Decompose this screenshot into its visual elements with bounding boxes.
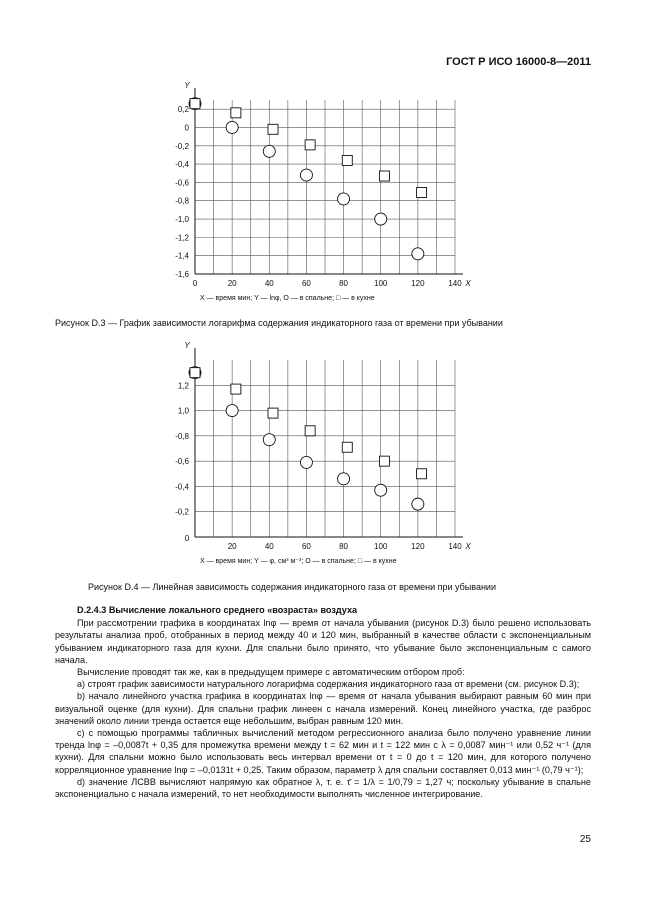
fig-d3-point-square xyxy=(268,124,278,134)
fig-d4-y-label: Y xyxy=(184,341,190,350)
fig-d4-point-circle xyxy=(300,456,312,468)
fig-d3-point-circle xyxy=(338,193,350,205)
figure-d4-caption: Рисунок D.4 — Линейная зависимость содержания индикаторного газа от времени при убывании xyxy=(88,582,496,592)
fig-d3-y-tick-label: -1,2 xyxy=(175,233,189,243)
paragraph-1: При рассмотрении графика в координатах lnφ — время от начала убывания (рисунок D.3) было решено использовать результаты анализа проб, отобранных в период между 40 и 120 мин, выбранный в качестве области с экспоненциальным убыванием индикаторного газа для кухни. Для спальни было принято, что убывание было экспоненциальным с самого начала. xyxy=(55,618,591,665)
fig-d3-x-tick-label: 20 xyxy=(227,279,237,288)
fig-d4-point-circle xyxy=(375,484,387,496)
fig-d4-x-tick-label: 40 xyxy=(264,542,274,551)
fig-d4-point-circle xyxy=(189,367,201,379)
fig-d3-x-tick-label: 40 xyxy=(264,279,274,288)
fig-d4-point-circle xyxy=(412,498,424,510)
fig-d4-point-circle xyxy=(226,405,238,417)
fig-d3-point-circle xyxy=(189,98,201,110)
fig-d4-point-square xyxy=(231,384,241,394)
fig-d3-point-circle xyxy=(226,121,238,133)
paragraph-3: a) строят график зависимости натурального логарифма содержания индикаторного газа от времени (см. рисунок D.3); xyxy=(77,679,580,690)
fig-d3-x-tick-label: 120 xyxy=(411,279,425,288)
fig-d4-y-tick-label: -0,4 xyxy=(175,482,189,492)
fig-d3-x-label: X xyxy=(465,279,471,288)
fig-d3-point-circle xyxy=(300,169,312,181)
fig-d3-point-square xyxy=(379,171,389,181)
fig-d3-y-tick-label: -1,0 xyxy=(175,215,189,225)
figure-d4-legend: X — время мин; Y — φ, см³ м⁻³; O — в спальне; □ — в кухне xyxy=(200,558,397,565)
fig-d4-x-tick-label: 120 xyxy=(411,542,425,551)
fig-d3-y-tick-label: 0,2 xyxy=(177,105,189,115)
figure-d3-caption: Рисунок D.3 — График зависимости логарифма содержания индикаторного газа от времени при убывании xyxy=(55,318,503,328)
fig-d3-y-tick-label: -0,6 xyxy=(175,178,189,188)
fig-d4-point-square xyxy=(190,368,200,378)
fig-d4-point-square xyxy=(268,408,278,418)
fig-d3-point-square xyxy=(305,140,315,150)
fig-d4-x-label: X xyxy=(465,542,471,551)
fig-d3-point-square xyxy=(417,187,427,197)
fig-d3-y-tick-label: 0 xyxy=(184,123,189,133)
paragraph-6: d) значение ЛСВВ вычисляют напрямую как обратное λ, т. е. τ̄ = 1/λ = 1/0,79 = 1,27 ч; поскольку убывание в спальне экспоненциально с начала измерений, то нет необходимости выполнять численное интегрирование. xyxy=(55,776,591,800)
fig-d4-point-square xyxy=(342,442,352,452)
section-text xyxy=(55,604,591,800)
fig-d3-point-square xyxy=(342,155,352,165)
fig-d4-x-tick-label: 100 xyxy=(374,542,388,551)
fig-d4-point-square xyxy=(379,456,389,466)
fig-d4-y-tick-label: -0,6 xyxy=(175,457,189,467)
paragraph-5: c) с помощью программы табличных вычислений методом регрессионного анализа было получено уравнение линии тренда lnφ = –0,0087t + 0,35 для промежутка времени между t = 62 мин и t = 122 мин с λ = 0,0087 мин⁻¹ или 0,52 ч⁻¹ (для кухни). Для спальни можно было использовать весь интервал времени от t = 0 до t = 120 мин, для которого получено корреляционное уравнение lnφ = –0,0131t + 0,25. Таким образом, параметр λ для спальни составляет 0,013 мин⁻¹ (0,79 ч⁻¹); xyxy=(55,728,591,775)
fig-d3-point-circle xyxy=(263,145,275,157)
fig-d4-point-circle xyxy=(338,473,350,485)
fig-d4-y-tick-label: -0,2 xyxy=(175,507,189,517)
fig-d3-x-tick-label: 140 xyxy=(448,279,462,288)
page-number: 25 xyxy=(579,834,591,845)
fig-d4-point-square xyxy=(305,426,315,436)
fig-d3-point-circle xyxy=(375,213,387,225)
fig-d3-y-label: Y xyxy=(184,81,190,90)
fig-d4-y-tick-label: -0,8 xyxy=(175,431,189,441)
fig-d3-x-tick-label: 60 xyxy=(301,279,311,288)
fig-d3-y-tick-label: -0,4 xyxy=(175,160,189,170)
fig-d4-x-tick-label: 60 xyxy=(301,542,311,551)
fig-d3-y-tick-label: -1,6 xyxy=(175,270,189,279)
fig-d4-point-circle xyxy=(263,434,275,446)
document-header: ГОСТ Р ИСО 16000-8—2011 xyxy=(446,56,591,68)
fig-d4-point-square xyxy=(417,469,427,479)
fig-d4-y-tick-label: 1,2 xyxy=(177,381,189,391)
section-heading: D.2.4.3 Вычисление локального среднего «возраста» воздуха xyxy=(77,605,358,615)
fig-d4-x-tick-label: 140 xyxy=(448,542,462,551)
paragraph-4: b) начало линейного участка графика в координатах lnφ — время от начала убывания выбирают равным 60 мин при визуальной оценке (для кухни). Для спальни график линеен с начала измерений. Конец линейного участка, где разброс значений около линии тренда остается еще небольшим, выбран равным 120 мин. xyxy=(55,691,591,726)
fig-d3-x-tick-label: 80 xyxy=(339,279,349,288)
fig-d3-point-square xyxy=(231,108,241,118)
fig-d3-point-circle xyxy=(412,248,424,260)
fig-d4-x-tick-label: 20 xyxy=(227,542,237,551)
fig-d3-y-tick-label: -0,2 xyxy=(175,141,189,151)
fig-d3-y-tick-label: -0,8 xyxy=(175,196,189,206)
fig-d3-x-tick-label: 100 xyxy=(374,279,388,288)
fig-d3-point-square xyxy=(190,99,200,109)
fig-d4-x-tick-label: 80 xyxy=(339,542,349,551)
fig-d4-y-tick-label: 1,0 xyxy=(177,406,189,416)
fig-d3-x-tick-label: 0 xyxy=(192,279,198,288)
fig-d3-y-tick-label: -1,4 xyxy=(175,251,189,261)
paragraph-2: Вычисление проводят так же, как в предыдущем примере с автоматическим отбором проб: xyxy=(77,667,465,678)
figure-d3-legend: X — время мин; Y — lnφ, O — в спальне; □ — в кухне xyxy=(200,295,375,302)
fig-d4-origin-label: 0 xyxy=(184,534,190,543)
